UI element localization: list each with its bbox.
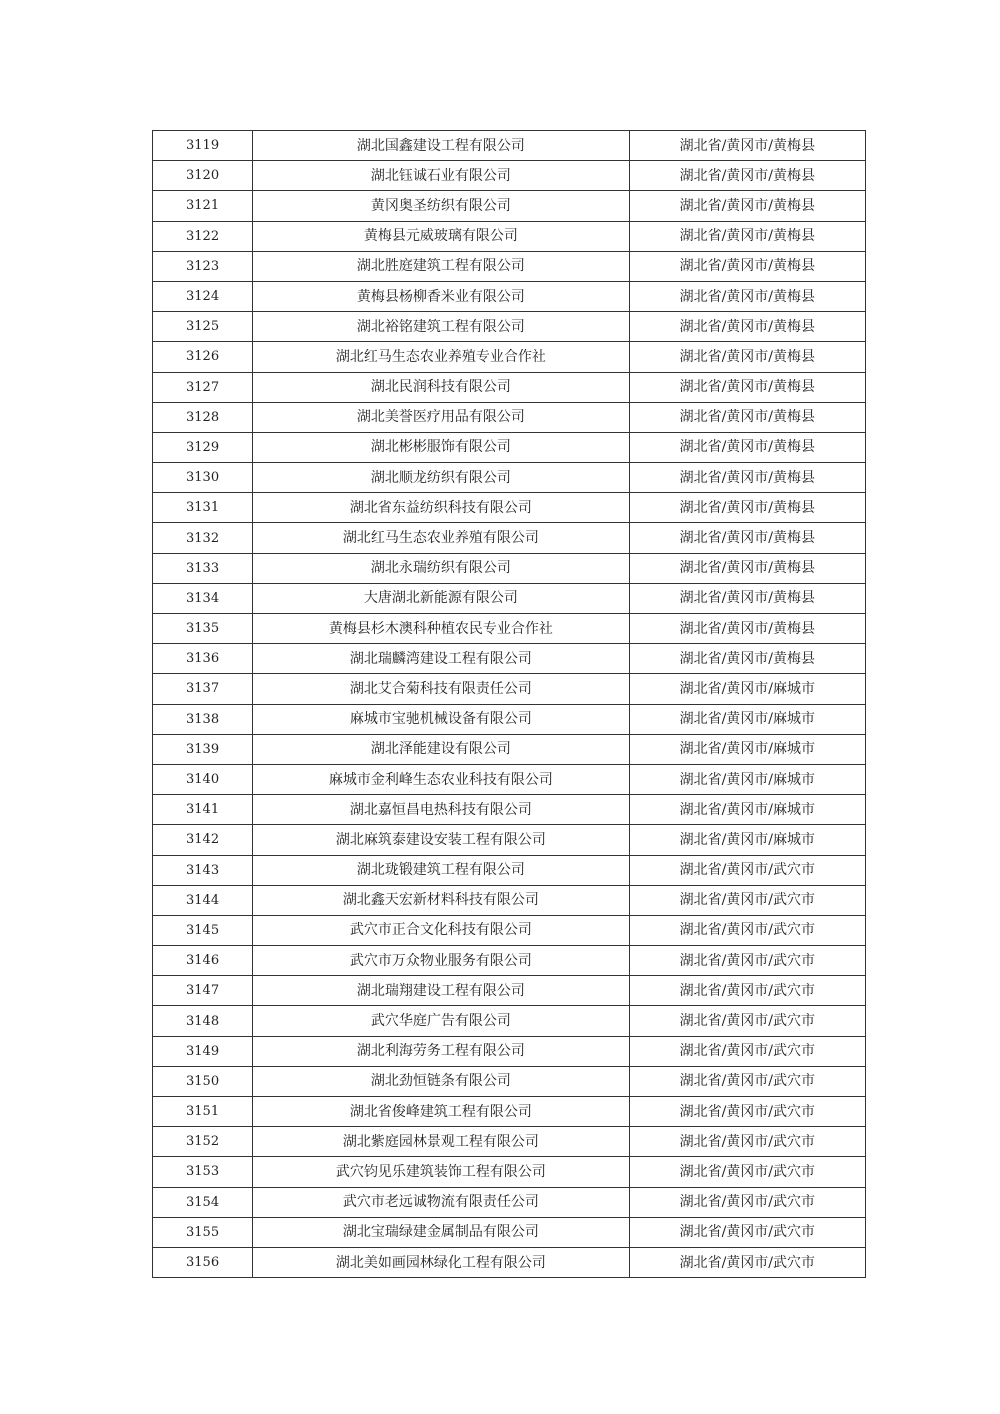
region-cell: 湖北省/黄冈市/武穴市 bbox=[629, 946, 865, 976]
table-row bbox=[153, 764, 866, 794]
row-number-cell: 3150 bbox=[153, 1066, 253, 1096]
table-row bbox=[153, 614, 866, 644]
company-name-cell: 湖北美誉医疗用品有限公司 bbox=[253, 402, 630, 432]
company-name-cell: 武穴市老远诚物流有限责任公司 bbox=[253, 1187, 630, 1217]
table-row bbox=[153, 855, 866, 885]
company-name-cell: 湖北红马生态农业养殖有限公司 bbox=[253, 523, 630, 553]
region-cell: 湖北省/黄冈市/黄梅县 bbox=[629, 432, 865, 462]
row-number-cell: 3154 bbox=[153, 1187, 253, 1217]
company-name-cell: 黄梅县杨柳香米业有限公司 bbox=[253, 281, 630, 311]
row-number-cell: 3124 bbox=[153, 281, 253, 311]
region-cell: 湖北省/黄冈市/黄梅县 bbox=[629, 251, 865, 281]
company-name-cell: 湖北顺龙纺织有限公司 bbox=[253, 463, 630, 493]
table-row bbox=[153, 1127, 866, 1157]
table-row bbox=[153, 825, 866, 855]
row-number-cell: 3120 bbox=[153, 161, 253, 191]
row-number-cell: 3134 bbox=[153, 583, 253, 613]
company-name-cell: 湖北永瑞纺织有限公司 bbox=[253, 553, 630, 583]
region-cell: 湖北省/黄冈市/武穴市 bbox=[629, 1127, 865, 1157]
region-cell: 湖北省/黄冈市/武穴市 bbox=[629, 1006, 865, 1036]
row-number-cell: 3126 bbox=[153, 342, 253, 372]
table-row bbox=[153, 644, 866, 674]
region-cell: 湖北省/黄冈市/麻城市 bbox=[629, 674, 865, 704]
region-cell: 湖北省/黄冈市/黄梅县 bbox=[629, 614, 865, 644]
company-name-cell: 湖北劲恒链条有限公司 bbox=[253, 1066, 630, 1096]
row-number-cell: 3155 bbox=[153, 1217, 253, 1247]
region-cell: 湖北省/黄冈市/黄梅县 bbox=[629, 463, 865, 493]
row-number-cell: 3146 bbox=[153, 946, 253, 976]
region-cell: 湖北省/黄冈市/黄梅县 bbox=[629, 221, 865, 251]
company-name-cell: 黄冈奥圣纺织有限公司 bbox=[253, 191, 630, 221]
table-row bbox=[153, 915, 866, 945]
table-row bbox=[153, 1247, 866, 1277]
table-row bbox=[153, 1097, 866, 1127]
region-cell: 湖北省/黄冈市/黄梅县 bbox=[629, 644, 865, 674]
region-cell: 湖北省/黄冈市/武穴市 bbox=[629, 1097, 865, 1127]
region-cell: 湖北省/黄冈市/黄梅县 bbox=[629, 191, 865, 221]
row-number-cell: 3156 bbox=[153, 1247, 253, 1277]
company-name-cell: 武穴华庭广告有限公司 bbox=[253, 1006, 630, 1036]
row-number-cell: 3139 bbox=[153, 734, 253, 764]
table-row bbox=[153, 342, 866, 372]
company-name-cell: 湖北紫庭园林景观工程有限公司 bbox=[253, 1127, 630, 1157]
row-number-cell: 3147 bbox=[153, 976, 253, 1006]
row-number-cell: 3152 bbox=[153, 1127, 253, 1157]
row-number-cell: 3137 bbox=[153, 674, 253, 704]
region-cell: 湖北省/黄冈市/黄梅县 bbox=[629, 523, 865, 553]
row-number-cell: 3138 bbox=[153, 704, 253, 734]
region-cell: 湖北省/黄冈市/麻城市 bbox=[629, 704, 865, 734]
company-name-cell: 湖北省东益纺织科技有限公司 bbox=[253, 493, 630, 523]
company-name-cell: 湖北珑锻建筑工程有限公司 bbox=[253, 855, 630, 885]
table-row bbox=[153, 885, 866, 915]
region-cell: 湖北省/黄冈市/武穴市 bbox=[629, 1217, 865, 1247]
company-name-cell: 湖北彬彬服饰有限公司 bbox=[253, 432, 630, 462]
company-name-cell: 湖北宝瑞绿建金属制品有限公司 bbox=[253, 1217, 630, 1247]
region-cell: 湖北省/黄冈市/武穴市 bbox=[629, 1036, 865, 1066]
company-name-cell: 湖北国鑫建设工程有限公司 bbox=[253, 131, 630, 161]
company-name-cell: 湖北省俊峰建筑工程有限公司 bbox=[253, 1097, 630, 1127]
company-name-cell: 湖北瑞麟湾建设工程有限公司 bbox=[253, 644, 630, 674]
row-number-cell: 3144 bbox=[153, 885, 253, 915]
row-number-cell: 3121 bbox=[153, 191, 253, 221]
company-name-cell: 麻城市宝驰机械设备有限公司 bbox=[253, 704, 630, 734]
row-number-cell: 3130 bbox=[153, 463, 253, 493]
company-name-cell: 湖北瑞翔建设工程有限公司 bbox=[253, 976, 630, 1006]
table-row bbox=[153, 312, 866, 342]
region-cell: 湖北省/黄冈市/黄梅县 bbox=[629, 161, 865, 191]
region-cell: 湖北省/黄冈市/武穴市 bbox=[629, 1247, 865, 1277]
table-body bbox=[153, 131, 866, 1278]
company-name-cell: 湖北裕铭建筑工程有限公司 bbox=[253, 312, 630, 342]
region-cell: 湖北省/黄冈市/黄梅县 bbox=[629, 402, 865, 432]
company-name-cell: 湖北红马生态农业养殖专业合作社 bbox=[253, 342, 630, 372]
row-number-cell: 3149 bbox=[153, 1036, 253, 1066]
row-number-cell: 3125 bbox=[153, 312, 253, 342]
table-row bbox=[153, 1006, 866, 1036]
table-row bbox=[153, 131, 866, 161]
row-number-cell: 3127 bbox=[153, 372, 253, 402]
company-name-cell: 湖北钰诚石业有限公司 bbox=[253, 161, 630, 191]
table-row bbox=[153, 523, 866, 553]
table-row bbox=[153, 463, 866, 493]
company-name-cell: 黄梅县杉木澳科种植农民专业合作社 bbox=[253, 614, 630, 644]
table-row bbox=[153, 976, 866, 1006]
row-number-cell: 3119 bbox=[153, 131, 253, 161]
table-row bbox=[153, 795, 866, 825]
table-row bbox=[153, 1157, 866, 1187]
table-row bbox=[153, 553, 866, 583]
row-number-cell: 3141 bbox=[153, 795, 253, 825]
company-name-cell: 湖北鑫天宏新材料科技有限公司 bbox=[253, 885, 630, 915]
table-row bbox=[153, 583, 866, 613]
row-number-cell: 3123 bbox=[153, 251, 253, 281]
row-number-cell: 3136 bbox=[153, 644, 253, 674]
row-number-cell: 3132 bbox=[153, 523, 253, 553]
company-name-cell: 湖北民润科技有限公司 bbox=[253, 372, 630, 402]
table-row bbox=[153, 161, 866, 191]
row-number-cell: 3135 bbox=[153, 614, 253, 644]
region-cell: 湖北省/黄冈市/麻城市 bbox=[629, 825, 865, 855]
table-row bbox=[153, 734, 866, 764]
company-name-cell: 湖北艾合菊科技有限责任公司 bbox=[253, 674, 630, 704]
company-name-cell: 湖北麻筑泰建设安装工程有限公司 bbox=[253, 825, 630, 855]
company-name-cell: 黄梅县元威玻璃有限公司 bbox=[253, 221, 630, 251]
region-cell: 湖北省/黄冈市/武穴市 bbox=[629, 1066, 865, 1096]
row-number-cell: 3122 bbox=[153, 221, 253, 251]
row-number-cell: 3142 bbox=[153, 825, 253, 855]
region-cell: 湖北省/黄冈市/黄梅县 bbox=[629, 372, 865, 402]
table-row bbox=[153, 1066, 866, 1096]
region-cell: 湖北省/黄冈市/黄梅县 bbox=[629, 131, 865, 161]
company-name-cell: 麻城市金利峰生态农业科技有限公司 bbox=[253, 764, 630, 794]
table-row bbox=[153, 946, 866, 976]
company-name-cell: 湖北利海劳务工程有限公司 bbox=[253, 1036, 630, 1066]
row-number-cell: 3153 bbox=[153, 1157, 253, 1187]
table-row bbox=[153, 1036, 866, 1066]
row-number-cell: 3151 bbox=[153, 1097, 253, 1127]
region-cell: 湖北省/黄冈市/黄梅县 bbox=[629, 312, 865, 342]
table-row bbox=[153, 402, 866, 432]
row-number-cell: 3143 bbox=[153, 855, 253, 885]
region-cell: 湖北省/黄冈市/麻城市 bbox=[629, 795, 865, 825]
region-cell: 湖北省/黄冈市/武穴市 bbox=[629, 915, 865, 945]
region-cell: 湖北省/黄冈市/武穴市 bbox=[629, 1157, 865, 1187]
region-cell: 湖北省/黄冈市/黄梅县 bbox=[629, 281, 865, 311]
table-row bbox=[153, 191, 866, 221]
region-cell: 湖北省/黄冈市/武穴市 bbox=[629, 885, 865, 915]
table-row bbox=[153, 493, 866, 523]
table-row bbox=[153, 251, 866, 281]
row-number-cell: 3133 bbox=[153, 553, 253, 583]
row-number-cell: 3131 bbox=[153, 493, 253, 523]
table-row bbox=[153, 372, 866, 402]
row-number-cell: 3148 bbox=[153, 1006, 253, 1036]
region-cell: 湖北省/黄冈市/武穴市 bbox=[629, 1187, 865, 1217]
row-number-cell: 3145 bbox=[153, 915, 253, 945]
company-name-cell: 武穴钧见乐建筑装饰工程有限公司 bbox=[253, 1157, 630, 1187]
company-list-table bbox=[152, 130, 866, 1278]
row-number-cell: 3129 bbox=[153, 432, 253, 462]
company-name-cell: 湖北美如画园林绿化工程有限公司 bbox=[253, 1247, 630, 1277]
company-name-cell: 武穴市正合文化科技有限公司 bbox=[253, 915, 630, 945]
region-cell: 湖北省/黄冈市/黄梅县 bbox=[629, 342, 865, 372]
region-cell: 湖北省/黄冈市/黄梅县 bbox=[629, 493, 865, 523]
table-row bbox=[153, 221, 866, 251]
region-cell: 湖北省/黄冈市/麻城市 bbox=[629, 734, 865, 764]
company-name-cell: 湖北嘉恒昌电热科技有限公司 bbox=[253, 795, 630, 825]
region-cell: 湖北省/黄冈市/黄梅县 bbox=[629, 583, 865, 613]
company-name-cell: 大唐湖北新能源有限公司 bbox=[253, 583, 630, 613]
region-cell: 湖北省/黄冈市/武穴市 bbox=[629, 976, 865, 1006]
company-name-cell: 湖北泽能建设有限公司 bbox=[253, 734, 630, 764]
table-row bbox=[153, 1217, 866, 1247]
region-cell: 湖北省/黄冈市/麻城市 bbox=[629, 764, 865, 794]
table-row bbox=[153, 704, 866, 734]
table-row bbox=[153, 432, 866, 462]
company-name-cell: 湖北胜庭建筑工程有限公司 bbox=[253, 251, 630, 281]
region-cell: 湖北省/黄冈市/武穴市 bbox=[629, 855, 865, 885]
row-number-cell: 3140 bbox=[153, 764, 253, 794]
table-row bbox=[153, 1187, 866, 1217]
company-name-cell: 武穴市万众物业服务有限公司 bbox=[253, 946, 630, 976]
row-number-cell: 3128 bbox=[153, 402, 253, 432]
table-row bbox=[153, 674, 866, 704]
table-row bbox=[153, 281, 866, 311]
region-cell: 湖北省/黄冈市/黄梅县 bbox=[629, 553, 865, 583]
